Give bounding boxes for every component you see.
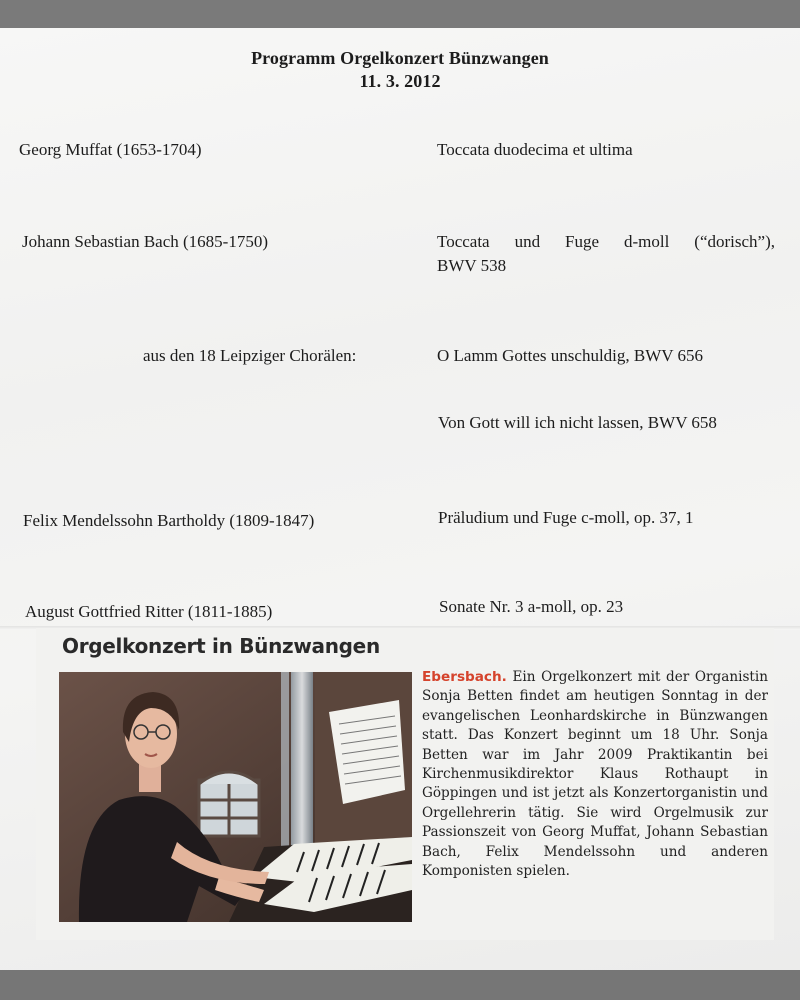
work-bach-toccata bbox=[437, 230, 775, 278]
work-ritter: Sonate Nr. 3 a-moll, op. 23 bbox=[439, 597, 624, 616]
composer-mendelssohn: Felix Mendelssohn Bartholdy (1809-1847) bbox=[23, 511, 315, 530]
work-bwv658: Von Gott will ich nicht lassen, BWV 658 bbox=[438, 413, 717, 432]
top-frame bbox=[0, 0, 800, 28]
program-date: 11. 3. 2012 bbox=[359, 71, 441, 91]
article-lead-location: Ebersbach. bbox=[422, 669, 507, 685]
bottom-frame bbox=[0, 970, 800, 1000]
composer-muffat: Georg Muffat (1653-1704) bbox=[19, 140, 202, 159]
work-mendelssohn: Präludium und Fuge c-moll, op. 37, 1 bbox=[438, 508, 694, 527]
chorales-label: aus den 18 Leipziger Chorälen: bbox=[143, 346, 357, 365]
organist-photo-icon bbox=[59, 672, 412, 922]
work-bach-line1: Toccata und Fuge d-moll (“dorisch”), bbox=[437, 232, 775, 251]
program-title: Programm Orgelkonzert Bünzwangen bbox=[251, 48, 549, 68]
clipping-article bbox=[422, 668, 768, 881]
composer-ritter: August Gottfried Ritter (1811-1885) bbox=[25, 602, 273, 621]
newspaper-clipping bbox=[36, 628, 774, 940]
work-bach-line2: BWV 538 bbox=[437, 256, 507, 275]
work-muffat: Toccata duodecima et ultima bbox=[437, 140, 633, 159]
composer-bach: Johann Sebastian Bach (1685-1750) bbox=[22, 232, 268, 251]
article-body: Ein Orgelkonzert mit der Organistin Sonja Betten findet am heutigen Sonntag in der evangelischen Leonhardskirche in Bünzwangen statt. Das Konzert beginnt um 18 Uhr. Sonja Betten war im Jahr 2009 Praktikantin bei Kirchenmusikdirektor Klaus Rothaupt in Göppingen und ist jetzt als Konzertorganistin und Orgellehrerin tätig. Sie wird Orgelmusik zur Passionszeit von Georg Muffat, Johann Sebastian Bach, Felix Mendelssohn und anderen Komponisten spielen. bbox=[422, 669, 768, 880]
work-bwv656: O Lamm Gottes unschuldig, BWV 656 bbox=[437, 346, 703, 365]
clipping-headline: Orgelkonzert in Bünzwangen bbox=[62, 634, 380, 658]
organist-photo-drawing bbox=[59, 672, 412, 922]
